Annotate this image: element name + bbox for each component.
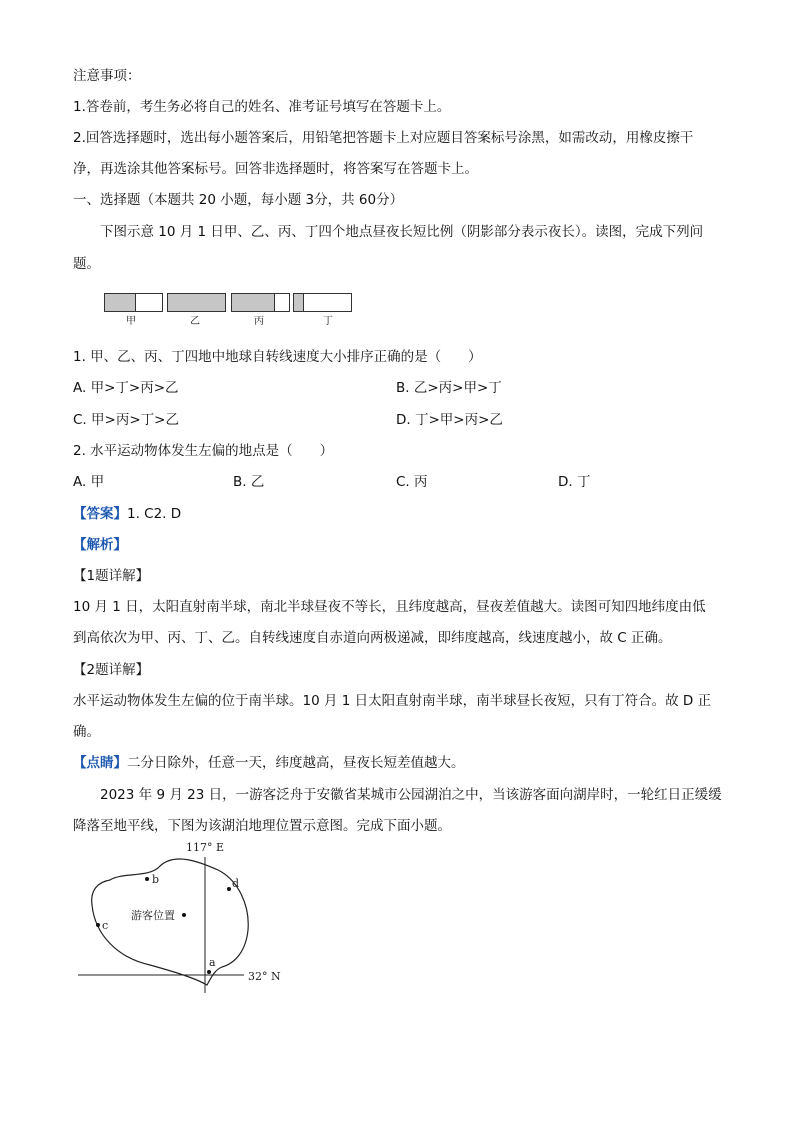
answer-tag: 【答案】 — [73, 506, 127, 522]
passage-line-1: 2023 年 9 月 23 日，一游客泛舟于安徽省某城市公园湖泊之中，当该游客面向湖岸时，一轮红日正缓缓 — [100, 787, 722, 803]
q2-option-d: D. 丁 — [558, 474, 591, 490]
q2-option-c: C. 丙 — [396, 474, 428, 490]
point-c-marker — [96, 923, 100, 927]
analysis-line — [73, 535, 127, 555]
bar-ding — [293, 293, 352, 312]
section-title: 一、选择题（本题共 20 小题，每小题 3分，共 60分） — [73, 192, 404, 208]
question-stem-line-2: 题。 — [73, 256, 100, 272]
night-fill-jia — [105, 294, 136, 311]
point-b-marker — [145, 877, 149, 881]
point-a-label: a — [209, 956, 216, 969]
detail1-tag: 【1题详解】 — [73, 568, 150, 584]
bar-label-jia: 甲 — [126, 316, 136, 327]
detail2-line-2: 确。 — [73, 724, 100, 740]
longitude-label: 117° E — [186, 841, 225, 854]
q2-option-b: B. 乙 — [233, 474, 265, 490]
bar-jia — [104, 293, 163, 312]
bar-yi — [167, 293, 226, 312]
tip-tag: 【点睛】 — [73, 755, 127, 771]
bar-label-yi: 乙 — [190, 316, 200, 327]
q2-option-a: A. 甲 — [73, 474, 105, 490]
point-c-label: c — [102, 919, 109, 932]
tip-line — [73, 753, 465, 773]
passage-line-2: 降落至地平线，下图为该湖泊地理位置示意图。完成下面小题。 — [73, 818, 451, 834]
point-d-marker — [227, 887, 231, 891]
q1-option-c: C. 甲>丙>丁>乙 — [73, 412, 179, 428]
detail2-line-1: 水平运动物体发生左偏的位于南半球。10 月 1 日太阳直射南半球，南半球昼长夜短，只有丁符合。故 D 正 — [73, 693, 712, 709]
lake-outline — [92, 859, 249, 985]
bar-bing — [231, 293, 290, 312]
point-a-marker — [207, 970, 211, 974]
night-fill-ding — [294, 294, 304, 311]
tourist-label: 游客位置 — [131, 909, 175, 922]
point-b-label: b — [152, 873, 160, 886]
detail1-line-2: 到高依次为甲、丙、丁、乙。自转线速度自赤道向两极递减，即纬度越高，线速度越小，故 C 正确。 — [73, 630, 672, 646]
notes-item-1: 1.答卷前，考生务必将自己的姓名、准考证号填写在答题卡上。 — [73, 99, 451, 115]
q2-stem: 2. 水平运动物体发生左偏的地点是（ ） — [73, 443, 334, 459]
detail2-tag: 【2题详解】 — [73, 662, 150, 678]
q1-option-b: B. 乙>丙>甲>丁 — [396, 380, 502, 396]
bar-label-bing: 丙 — [254, 316, 264, 327]
point-d-label: d — [232, 877, 240, 890]
answer-line — [73, 504, 181, 524]
bar-label-ding: 丁 — [323, 316, 333, 327]
detail1-line-1: 10 月 1 日，太阳直射南半球，南北半球昼夜不等长，且纬度越高，昼夜差值越大。读图可知四地纬度由低 — [73, 599, 706, 615]
tourist-marker — [182, 913, 186, 917]
analysis-tag: 【解析】 — [73, 537, 127, 553]
q1-option-d: D. 丁>甲>丙>乙 — [396, 412, 503, 428]
answer-text: 1. C2. D — [127, 506, 182, 522]
q1-stem: 1. 甲、乙、丙、丁四地中地球自转线速度大小排序正确的是（ ） — [73, 349, 482, 365]
night-fill-yi — [168, 294, 225, 311]
night-fill-bing — [232, 294, 275, 311]
notes-heading: 注意事项： — [73, 68, 141, 84]
notes-item-2-line-2: 净，再选涂其他答案标号。回答非选择题时，将答案写在答题卡上。 — [73, 161, 478, 177]
latitude-label: 32° N — [248, 970, 281, 983]
notes-item-2-line-1: 2.回答选择题时，选出每小题答案后，用铅笔把答题卡上对应题目答案标号涂黑，如需改动，用橡皮擦干 — [73, 130, 694, 146]
q1-option-a: A. 甲>丁>丙>乙 — [73, 380, 179, 396]
question-stem-line-1: 下图示意 10 月 1 日甲、乙、丙、丁四个地点昼夜长短比例（阴影部分表示夜长）。读图，完成下列问 — [100, 224, 704, 240]
tip-text: 二分日除外，任意一天，纬度越高，昼夜长短差值越大。 — [127, 755, 465, 771]
